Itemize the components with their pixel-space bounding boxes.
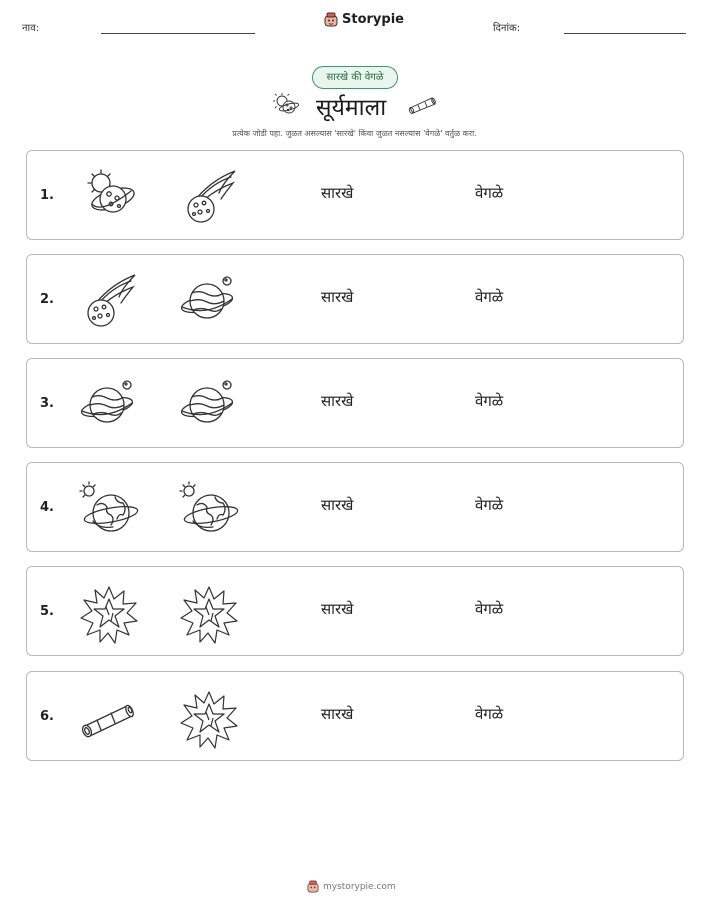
storypie-mascot-icon [307, 880, 319, 893]
question-row-4 [26, 462, 684, 552]
comet-icon [179, 169, 239, 225]
row-number: 6. [40, 709, 54, 724]
row-number: 5. [40, 604, 54, 619]
different-option[interactable]: वेगळे [475, 496, 504, 514]
question-row-3 [26, 358, 684, 448]
same-option[interactable]: सारखे [321, 392, 354, 410]
ringed-planet-icon [79, 377, 139, 433]
different-option[interactable]: वेगळे [475, 705, 504, 723]
earth-sun-icon [79, 481, 139, 537]
different-option[interactable]: वेगळे [475, 288, 504, 306]
name-line[interactable] [101, 33, 255, 34]
name-label: नाव: [22, 23, 40, 34]
storypie-mascot-icon [324, 12, 338, 27]
telescope-icon [408, 94, 438, 114]
question-row-2 [26, 254, 684, 344]
date-label: दिनांक: [493, 23, 521, 34]
comet-icon [79, 273, 139, 329]
row-number: 1. [40, 188, 54, 203]
star-icon [79, 585, 139, 641]
brand-logo [324, 12, 404, 27]
ringed-planet-icon [179, 273, 239, 329]
row-number: 2. [40, 292, 54, 307]
star-icon [179, 585, 239, 641]
same-option[interactable]: सारखे [321, 600, 354, 618]
question-row-6 [26, 671, 684, 761]
sun-planet-icon [272, 92, 300, 118]
row-number: 4. [40, 500, 54, 515]
footer [307, 880, 396, 893]
category-badge: सारखे की वेगळे [312, 66, 398, 89]
star-icon [179, 690, 239, 746]
different-option[interactable]: वेगळे [475, 600, 504, 618]
different-option[interactable]: वेगळे [475, 184, 504, 202]
same-option[interactable]: सारखे [321, 184, 354, 202]
telescope-icon [79, 690, 139, 746]
instructions: प्रत्येक जोडी पहा. जुळत असल्यास 'सारखे' किंवा जुळत नसल्यास 'वेगळे' वर्तुळ करा. [232, 129, 477, 138]
same-option[interactable]: सारखे [321, 496, 354, 514]
ringed-planet-icon [179, 377, 239, 433]
page-title: सूर्यमाला [316, 95, 387, 121]
earth-sun-icon [179, 481, 239, 537]
question-row-5 [26, 566, 684, 656]
brand-name: Storypie [342, 12, 404, 27]
footer-url[interactable]: mystorypie.com [323, 881, 396, 892]
same-option[interactable]: सारखे [321, 288, 354, 306]
different-option[interactable]: वेगळे [475, 392, 504, 410]
row-number: 3. [40, 396, 54, 411]
date-line[interactable] [564, 33, 686, 34]
question-row-1 [26, 150, 684, 240]
sun-planet-icon [79, 169, 139, 225]
same-option[interactable]: सारखे [321, 705, 354, 723]
